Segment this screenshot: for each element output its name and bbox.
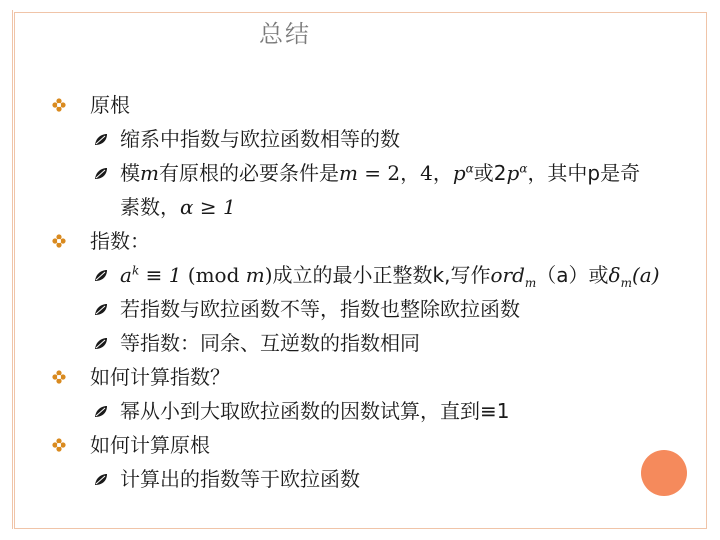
bullet-list [52, 88, 692, 496]
math-ord-sub: m [524, 276, 537, 290]
flower-bullet-icon [52, 370, 66, 384]
item-text: 幂从小到大取欧拉函数的因数试算，直到≡1 [120, 399, 510, 423]
item-text: ，其中p是奇 [527, 161, 641, 185]
math-congruence: ≡ 1 [139, 263, 188, 287]
item-text: 缩系中指数与欧拉函数相等的数 [120, 127, 400, 151]
leaf-bullet-icon [94, 473, 108, 486]
math-eq: = 2，4， [357, 161, 453, 185]
list-item [52, 394, 692, 428]
item-text: 如何计算指数？ [90, 365, 230, 389]
math-a: a [120, 263, 132, 287]
item-text: 计算出的指数等于欧拉函数 [120, 467, 360, 491]
math-ord-arg: （a） [536, 263, 589, 287]
math-delta-sub: m [620, 276, 632, 290]
item-text: 原根 [90, 93, 130, 117]
math-p: p [452, 161, 466, 185]
math-m: m [338, 161, 358, 185]
list-item [52, 258, 692, 292]
item-text: 等指数：同余、互逆数的指数相同 [120, 331, 420, 355]
leaf-bullet-icon [94, 337, 108, 350]
leaf-bullet-icon [94, 303, 108, 316]
list-item [52, 224, 692, 258]
math-m: m [140, 161, 159, 185]
item-text: 或2 [473, 161, 507, 185]
math-condition: α ≥ 1 [180, 195, 236, 219]
item-text: 成立的最小正整数k,写作 [272, 263, 491, 287]
slide-title: 总结 [259, 20, 311, 48]
list-item [52, 122, 692, 156]
item-text: 素数， [120, 195, 180, 219]
math-p: p [506, 161, 520, 185]
flower-bullet-icon [52, 234, 66, 248]
item-text: 有原根的必要条件是 [158, 161, 339, 185]
list-item [52, 326, 692, 360]
flower-bullet-icon [52, 438, 66, 452]
item-text: 若指数与欧拉函数不等，指数也整除欧拉函数 [120, 297, 520, 321]
item-text: 指数： [90, 229, 150, 253]
math-k: k [131, 263, 140, 278]
math-delta: δ [608, 263, 621, 287]
list-item [52, 292, 692, 326]
math-close: ) [264, 263, 273, 287]
math-mod: (mod [187, 263, 246, 287]
math-delta-arg: (a) [631, 263, 660, 287]
list-item-continuation [52, 190, 692, 224]
math-ord: ord [490, 263, 525, 287]
leaf-bullet-icon [94, 167, 108, 180]
leaf-bullet-icon [94, 133, 108, 146]
math-alpha: α [465, 161, 474, 176]
slide-frame-left [12, 10, 13, 529]
leaf-bullet-icon [94, 269, 108, 282]
list-item [52, 88, 692, 122]
decorative-circle [641, 450, 687, 496]
list-item [52, 156, 692, 190]
math-alpha: α [519, 161, 528, 176]
item-text: 或 [588, 263, 609, 287]
list-item [52, 428, 692, 462]
list-item [52, 462, 692, 496]
item-text: 如何计算原根 [90, 433, 210, 457]
list-item [52, 360, 692, 394]
leaf-bullet-icon [94, 405, 108, 418]
item-text: 模 [120, 161, 140, 185]
flower-bullet-icon [52, 98, 66, 112]
math-m: m [245, 263, 265, 287]
